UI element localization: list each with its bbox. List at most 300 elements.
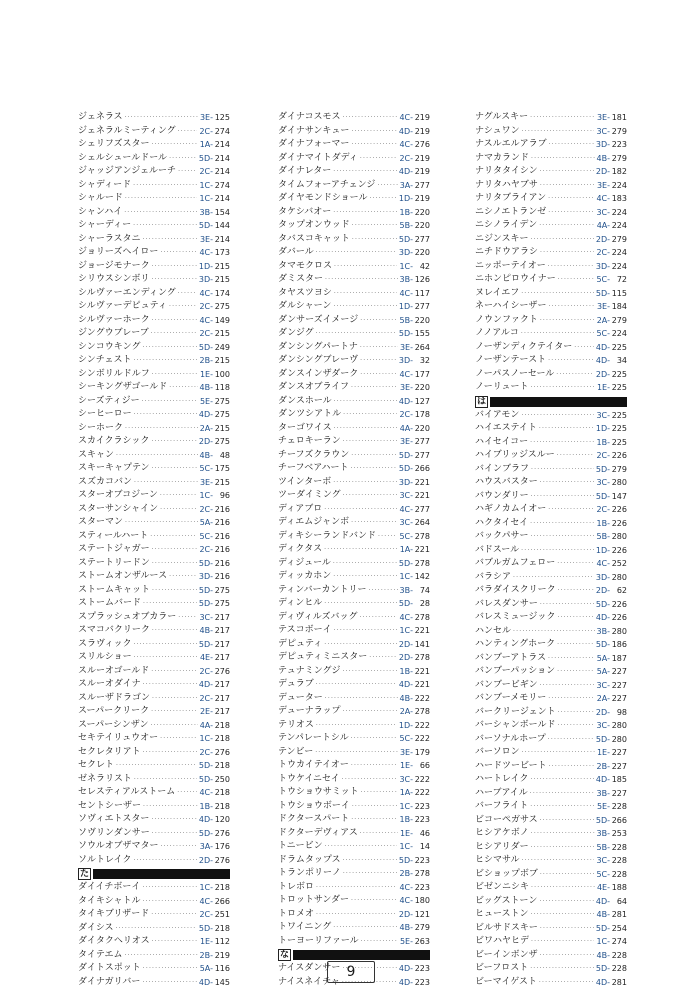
- dot-leader: [334, 395, 397, 409]
- section-bar: [293, 950, 430, 960]
- page-reference: 98: [616, 707, 627, 717]
- horse-name: タイムフォーアチェンジ: [278, 179, 376, 190]
- index-entry: [475, 895, 627, 909]
- page-reference: 14: [419, 842, 430, 851]
- page-reference: 266: [214, 896, 230, 906]
- page-reference: 220: [414, 221, 430, 230]
- page-reference: 225: [611, 342, 627, 352]
- dot-leader: [152, 827, 197, 841]
- page-reference: 215: [214, 423, 230, 433]
- index-entry: [475, 544, 627, 558]
- index-entry: [78, 908, 230, 922]
- dot-leader: [548, 503, 594, 517]
- dot-leader: [557, 557, 594, 571]
- page-reference: 264: [414, 518, 430, 527]
- horse-name: タマモクロス: [278, 260, 333, 271]
- section-code: 1D-: [595, 424, 610, 433]
- page-reference: 226: [611, 613, 627, 622]
- horse-name: シャーディー: [78, 220, 132, 230]
- page-reference: 228: [611, 869, 627, 879]
- page-reference: 226: [611, 599, 627, 609]
- index-entry: [475, 179, 627, 193]
- horse-name: ナリタタイシン: [475, 166, 538, 176]
- dot-leader: [540, 476, 595, 490]
- index-entry: [78, 786, 230, 800]
- dot-leader: [351, 894, 397, 908]
- section-code: 1A-: [199, 140, 213, 149]
- horse-name: ハーブアイル: [475, 787, 528, 798]
- index-entry: [278, 368, 430, 382]
- index-entry: [475, 381, 627, 395]
- section-code: 5D-: [198, 153, 213, 163]
- section-code: 5C-: [596, 869, 610, 879]
- index-entry: [78, 624, 230, 638]
- dot-leader: [360, 314, 397, 328]
- index-entry: [78, 557, 230, 571]
- page-reference: 280: [611, 478, 627, 487]
- dot-leader: [152, 462, 198, 476]
- section-code: 2D-: [198, 855, 213, 865]
- horse-name: テスコボーイ: [278, 625, 332, 635]
- page-reference: 219: [414, 194, 430, 203]
- horse-name: ターゴワイス: [278, 422, 332, 433]
- horse-name: シンボリルドルフ: [78, 368, 150, 379]
- dot-leader: [521, 409, 594, 423]
- horse-name: ステートリードン: [78, 557, 150, 568]
- index-entry: [475, 233, 627, 247]
- section-code: 4D-: [398, 964, 413, 973]
- page-reference: 277: [414, 450, 430, 460]
- section-code: 3E-: [399, 383, 413, 392]
- dot-leader: [378, 530, 397, 544]
- section-code: 1D-: [398, 720, 413, 730]
- dot-leader: [540, 246, 594, 260]
- horse-name: ダイシス: [78, 922, 114, 933]
- horse-name: スキャン: [78, 449, 115, 460]
- section-code: 4B-: [199, 626, 213, 635]
- page-reference: 280: [611, 734, 627, 744]
- dot-leader: [557, 665, 595, 679]
- dot-leader: [530, 111, 595, 125]
- horse-name: バーソナルホープ: [475, 733, 546, 744]
- section-code: 5D-: [198, 828, 213, 838]
- section-code: 3C-: [399, 518, 413, 527]
- page-reference: 227: [611, 761, 627, 771]
- horse-name: ノーザンディクテイター: [475, 341, 573, 352]
- dot-leader: [558, 706, 594, 720]
- section-code: 4C-: [399, 288, 413, 298]
- index-entry: [475, 165, 627, 179]
- index-entry: [278, 206, 430, 220]
- horse-name: ツインターボ: [278, 476, 332, 487]
- dot-leader: [152, 624, 198, 638]
- dot-leader: [540, 179, 595, 193]
- index-entry: [78, 719, 230, 733]
- dot-leader: [133, 854, 196, 868]
- section-code: 3D-: [595, 140, 610, 149]
- page-reference: 228: [611, 950, 627, 960]
- index-entry: [475, 908, 627, 922]
- horse-name: ドクターデヴィアス: [278, 827, 358, 838]
- index-entry: [475, 719, 627, 733]
- index-entry: [475, 800, 627, 814]
- page-reference: 74: [419, 585, 430, 595]
- section-header: [278, 949, 430, 961]
- dot-leader: [143, 895, 198, 909]
- dot-leader: [530, 773, 593, 787]
- section-code: 5C-: [199, 531, 213, 541]
- section-code: 5A-: [596, 653, 610, 663]
- dot-leader: [549, 760, 595, 774]
- page-reference: 62: [616, 586, 627, 595]
- index-entry: [278, 854, 430, 868]
- horse-name: バーシャンボールド: [475, 720, 556, 730]
- horse-name: セレスティアルストーム: [78, 787, 176, 797]
- section-code: 3E-: [199, 234, 213, 244]
- page-reference: 224: [611, 207, 627, 217]
- index-entry: [475, 422, 627, 436]
- section-code: 4C-: [199, 896, 213, 906]
- section-code: 5D-: [398, 450, 413, 460]
- horse-name: シーヒーロー: [78, 409, 132, 419]
- section-code: 5D-: [595, 964, 610, 973]
- dot-leader: [539, 895, 593, 909]
- section-code: 2D-: [398, 653, 413, 662]
- page-reference: 280: [611, 721, 627, 730]
- horse-name: ダイタクヘリオス: [78, 936, 150, 946]
- page-reference: 264: [414, 342, 430, 352]
- horse-name: ナグルスキー: [475, 112, 529, 122]
- section-code: 3E-: [199, 113, 213, 122]
- section-code: 3C-: [199, 612, 213, 622]
- index-entry: [78, 976, 230, 990]
- dot-leader: [334, 260, 397, 274]
- horse-name: セクレタリアト: [78, 746, 141, 757]
- section-code: 3B-: [199, 207, 213, 217]
- index-entry: [475, 584, 627, 598]
- section-code: 2A-: [596, 694, 610, 703]
- dot-leader: [530, 800, 595, 814]
- page-reference: 222: [414, 774, 430, 784]
- dot-leader: [368, 584, 397, 598]
- horse-name: ナスルエルアラブ: [475, 139, 547, 149]
- dot-leader: [324, 597, 397, 611]
- dot-leader: [513, 571, 594, 585]
- page-reference: 223: [414, 964, 430, 973]
- dot-leader: [352, 233, 397, 247]
- section-code: 2C-: [199, 747, 213, 757]
- horse-name: デュラブ: [278, 679, 314, 689]
- page-reference: 96: [219, 491, 230, 500]
- dot-leader: [178, 611, 197, 625]
- index-entry: [475, 733, 627, 747]
- section-code: 5E-: [596, 802, 610, 811]
- dot-leader: [530, 962, 594, 976]
- index-entry: [278, 341, 430, 355]
- index-entry: [475, 111, 627, 125]
- page-reference: 275: [214, 396, 230, 406]
- index-entry: [278, 543, 430, 557]
- horse-name: ダイナレター: [278, 166, 332, 176]
- horse-name: ダイナガリバー: [78, 976, 141, 987]
- section-code: 5C-: [596, 329, 610, 338]
- index-entry: [278, 233, 430, 247]
- horse-name: スターオブコジーン: [78, 490, 158, 500]
- index-entry: [475, 611, 627, 625]
- horse-name: シャンハイ: [78, 206, 123, 217]
- page-reference: 224: [611, 329, 627, 338]
- page-reference: 214: [214, 194, 230, 203]
- section-header: [78, 868, 230, 880]
- dot-leader: [151, 665, 197, 679]
- section-code: 1E-: [596, 748, 610, 757]
- index-entry: [278, 516, 430, 530]
- index-entry: [78, 206, 230, 220]
- section-code: 2C-: [199, 329, 213, 338]
- dot-leader: [150, 530, 197, 544]
- section-code: 4B-: [596, 153, 610, 163]
- horse-name: ジャッジアンジェルーチ: [78, 166, 177, 176]
- horse-name: ニッポーテイオー: [475, 260, 546, 271]
- section-code: 1C-: [399, 261, 413, 271]
- section-code: 4B-: [199, 383, 213, 392]
- section-code: 3B-: [399, 275, 413, 284]
- dot-leader: [177, 786, 197, 800]
- section-code: 5D-: [198, 585, 213, 595]
- horse-name: シーキングザゴールド: [78, 382, 168, 392]
- section-code: 2C-: [399, 153, 413, 163]
- section-code: 2C-: [199, 504, 213, 514]
- page-reference: 277: [414, 234, 430, 244]
- index-entry: [475, 557, 627, 571]
- page-reference: 180: [414, 896, 430, 905]
- page-reference: 224: [611, 261, 627, 271]
- dot-leader: [169, 152, 197, 166]
- section-code: 4C-: [399, 882, 413, 892]
- horse-name: スプラッシュオブカラー: [78, 611, 177, 622]
- page-reference: 216: [214, 572, 230, 581]
- section-code: 2B-: [399, 869, 413, 878]
- horse-name: シンチェスト: [78, 355, 132, 365]
- section-code: 3D-: [398, 248, 413, 257]
- horse-name: バインブラフ: [475, 463, 530, 474]
- dot-leader: [521, 287, 594, 301]
- dot-leader: [361, 935, 398, 949]
- horse-name: スティールハート: [78, 530, 149, 541]
- dot-leader: [369, 651, 397, 665]
- horse-name: トーヨーリファール: [278, 935, 359, 946]
- section-code: 4C-: [596, 559, 610, 568]
- index-entry: [278, 705, 430, 719]
- page-reference: 28: [419, 599, 430, 608]
- index-entry: [78, 813, 230, 827]
- index-entry: [278, 800, 430, 814]
- page-reference: 217: [214, 639, 230, 649]
- section-code: 3C-: [596, 410, 610, 420]
- horse-name: ダイイチボーイ: [78, 882, 141, 892]
- horse-name: バンブーパッション: [475, 666, 556, 676]
- index-entry: [278, 773, 430, 787]
- dot-leader: [352, 800, 398, 814]
- page-reference: 220: [414, 207, 430, 217]
- section-code: 4D-: [595, 977, 610, 987]
- page-reference: 266: [611, 815, 627, 825]
- section-code: 5D-: [595, 464, 610, 474]
- page-reference: 226: [611, 505, 627, 514]
- index-entry: [475, 517, 627, 531]
- section-code: 4E-: [596, 883, 610, 892]
- section-code: 3C-: [399, 774, 413, 784]
- page-reference: 221: [414, 680, 430, 689]
- index-entry: [278, 611, 430, 625]
- dot-leader: [513, 625, 595, 639]
- horse-name: ゼネラリスト: [78, 773, 132, 784]
- dot-leader: [125, 192, 198, 206]
- index-entry: [278, 449, 430, 463]
- section-code: 1B-: [399, 207, 413, 217]
- horse-name: ディクタス: [278, 544, 323, 554]
- horse-name: ビーマイゲスト: [475, 976, 537, 987]
- horse-name: ビゼンニシキ: [475, 882, 530, 892]
- section-code: 5D-: [595, 491, 610, 501]
- section-code: 4A-: [596, 221, 610, 230]
- section-code: 1D-: [398, 194, 413, 203]
- horse-name: ディジュール: [278, 557, 331, 568]
- dot-leader: [350, 462, 396, 476]
- page-reference: 216: [214, 504, 230, 514]
- section-code: 1C-: [399, 801, 413, 811]
- index-entry: [475, 962, 627, 976]
- index-entry: [278, 530, 430, 544]
- section-code: 4D-: [595, 342, 610, 352]
- horse-name: デピュティミニスター: [278, 652, 368, 662]
- page-reference: 147: [611, 491, 627, 501]
- dot-leader: [143, 597, 197, 611]
- index-entry: [278, 759, 430, 773]
- page-number-box: 9: [327, 961, 375, 983]
- index-entry: [475, 287, 627, 301]
- page-reference: 127: [414, 396, 430, 406]
- horse-name: ディッカホン: [278, 571, 332, 581]
- section-code: 3C-: [596, 680, 610, 690]
- dot-leader: [178, 125, 198, 139]
- page-reference: 215: [214, 477, 230, 487]
- page-reference: 279: [611, 464, 627, 474]
- index-entry: [78, 476, 230, 490]
- index-entry: [78, 165, 230, 179]
- horse-name: ダイナフォーマー: [278, 139, 350, 149]
- page-reference: 220: [414, 315, 430, 325]
- page-reference: 218: [214, 801, 230, 811]
- index-entry: [78, 746, 230, 760]
- index-entry: [278, 881, 430, 895]
- dot-leader: [316, 719, 397, 733]
- dot-leader: [151, 138, 197, 152]
- section-code: 4C-: [199, 315, 213, 325]
- horse-name: ステートジャガー: [78, 544, 150, 554]
- page-reference: 279: [611, 126, 627, 136]
- dot-leader: [549, 138, 594, 152]
- page-reference: 266: [414, 464, 430, 473]
- horse-name: セクレト: [78, 760, 115, 770]
- index-entry: [278, 260, 430, 274]
- horse-name: タバスコキャット: [278, 233, 350, 244]
- page-reference: 120: [214, 815, 230, 824]
- index-entry: [78, 246, 230, 260]
- page-reference: 214: [214, 153, 230, 163]
- page-reference: 280: [611, 626, 627, 636]
- page-reference: 225: [611, 424, 627, 433]
- horse-name: ノーリュート: [475, 382, 529, 392]
- section-code: 5D-: [398, 855, 413, 865]
- dot-leader: [142, 881, 197, 895]
- dot-leader: [351, 125, 396, 139]
- section-code: 4C-: [399, 896, 413, 905]
- horse-name: バドスール: [475, 544, 520, 555]
- index-column-2: [278, 111, 430, 989]
- index-entry: [278, 935, 430, 949]
- dot-leader: [343, 665, 398, 679]
- index-entry: [475, 503, 627, 517]
- page-reference: 222: [414, 734, 430, 743]
- index-entry: [78, 705, 230, 719]
- section-code: 2C-: [199, 167, 213, 176]
- section-code: 4D-: [595, 775, 610, 784]
- horse-name: ダイヤモンドショール: [278, 193, 368, 203]
- section-code: 2C-: [199, 666, 213, 676]
- section-code: 2D-: [198, 437, 213, 446]
- page-reference: 223: [414, 801, 430, 811]
- horse-name: ヒシアケボノ: [475, 828, 529, 838]
- index-entry: [78, 962, 230, 976]
- dot-leader: [360, 354, 397, 368]
- horse-name: ダンジグ: [278, 328, 314, 338]
- horse-name: タケシバオー: [278, 206, 332, 217]
- page-reference: 72: [616, 275, 627, 284]
- dot-leader: [325, 692, 398, 706]
- index-entry: [475, 760, 627, 774]
- page-reference: 220: [414, 423, 430, 433]
- page-reference: 228: [611, 802, 627, 811]
- horse-name: トウショウボーイ: [278, 800, 350, 811]
- index-entry: [278, 584, 430, 598]
- index-entry: [78, 179, 230, 193]
- section-code: 4D-: [198, 815, 213, 824]
- index-entry: [278, 489, 430, 503]
- page-reference: 225: [611, 369, 627, 379]
- index-entry: [278, 867, 430, 881]
- horse-name: テンパレートシル: [278, 733, 349, 743]
- index-entry: [278, 395, 430, 409]
- horse-name: シャディード: [78, 179, 132, 190]
- section-code: 2A-: [596, 315, 610, 325]
- index-entry: [78, 125, 230, 139]
- section-code: 5D-: [398, 464, 413, 473]
- page-reference: 46: [419, 828, 430, 838]
- dot-leader: [359, 611, 397, 625]
- index-entry: [278, 597, 430, 611]
- page-reference: 224: [611, 180, 627, 190]
- page-reference: 278: [414, 531, 430, 541]
- index-entry: [78, 543, 230, 557]
- horse-name: ジェネラルミーティング: [78, 125, 176, 136]
- dot-leader: [343, 489, 398, 503]
- horse-name: バラシア: [475, 571, 512, 582]
- dot-leader: [315, 746, 398, 760]
- page-reference: 142: [414, 572, 430, 581]
- index-entry: [278, 678, 430, 692]
- horse-name: スルーザドラゴン: [78, 692, 151, 703]
